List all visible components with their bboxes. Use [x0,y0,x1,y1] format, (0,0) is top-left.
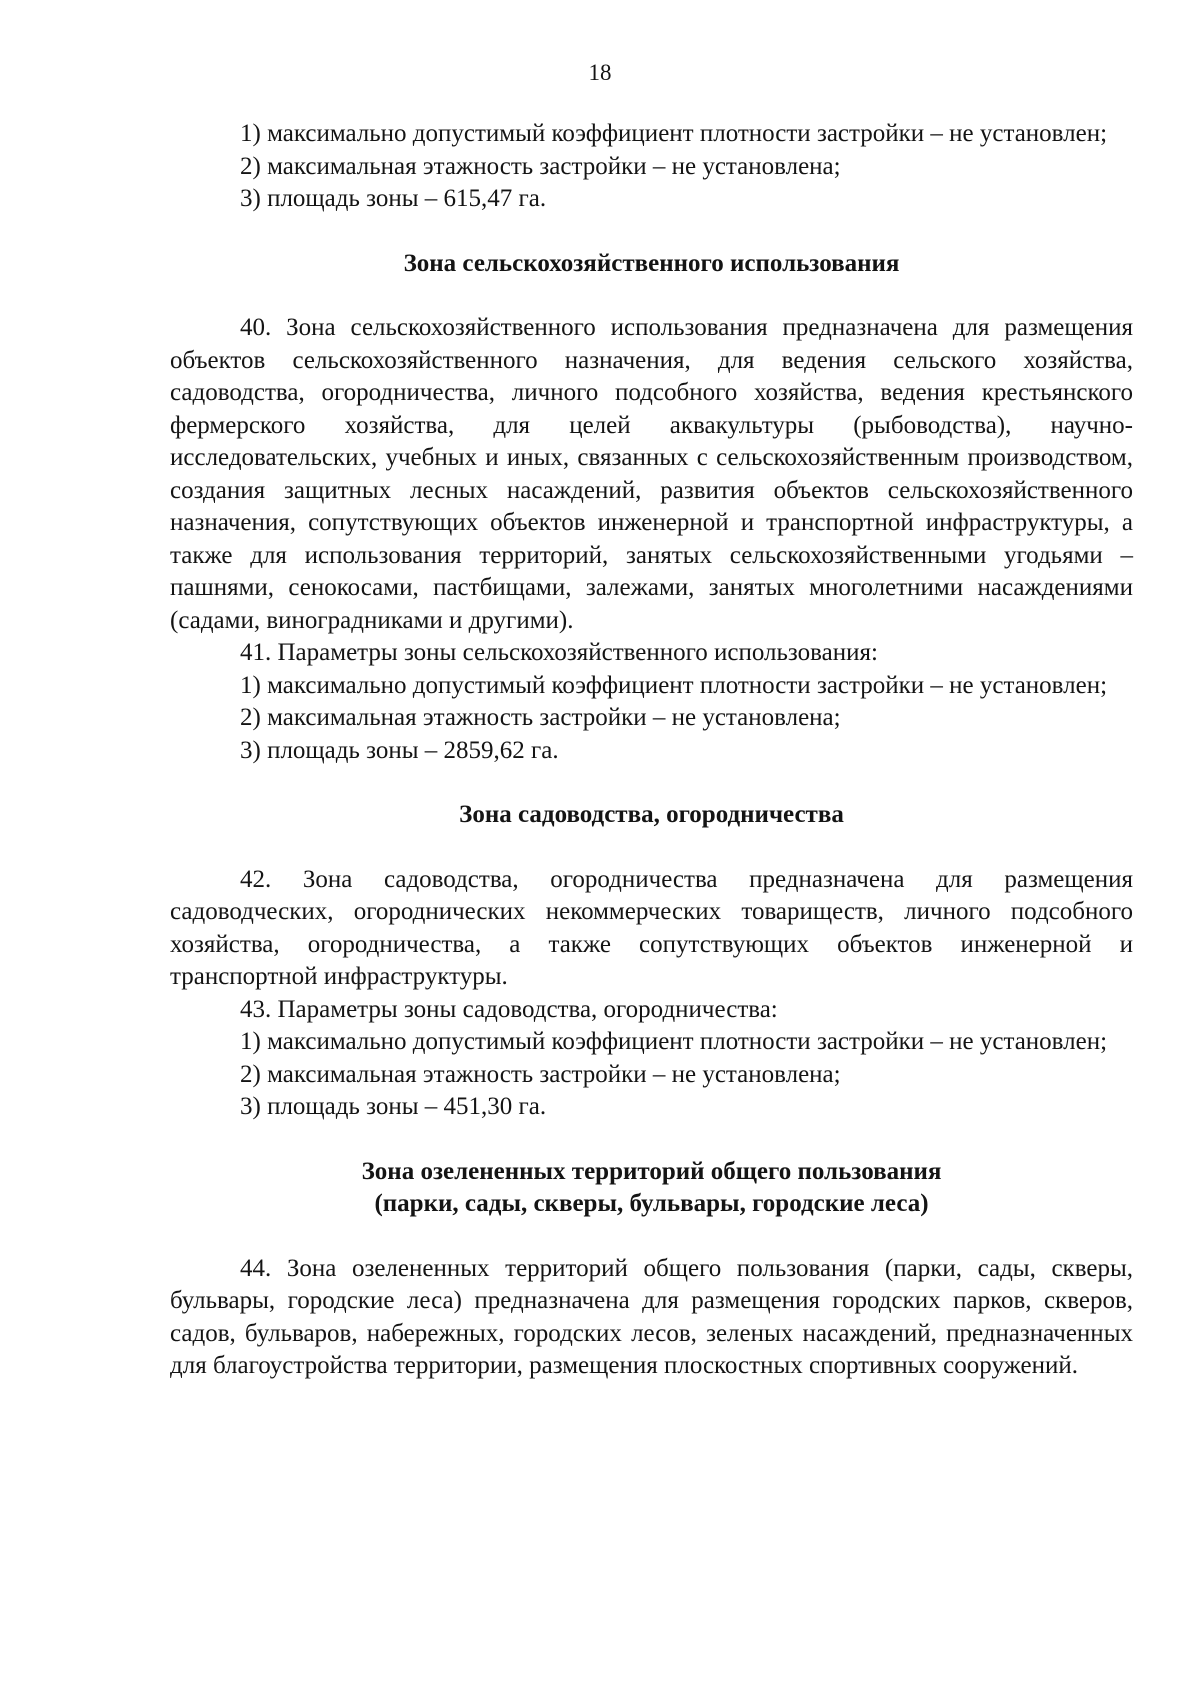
paragraph-43: 43. Параметры зоны садоводства, огородничества: [240,995,778,1023]
section-heading-gardening: Зона садоводства, огородничества [459,801,844,828]
intro-item-1: 1) максимально допустимый коэффициент плотности застройки – не установлен; [240,120,1108,147]
intro-item-3: 3) площадь зоны – 615,47 га. [240,185,547,212]
agri-item-1: 1) максимально допустимый коэффициент плотности застройки – не установлен; [240,671,1108,699]
page-number: 18 [588,60,612,85]
intro-item-2: 2) максимальная этажность застройки – не установлена; [240,152,841,180]
paragraph-44: 44. Зона озелененных территорий общего пользования (парки, сады, скверы, бульвары, городские леса) предназначена для размещения городских парков, скверов, садов, бульваров, набережных, городских лесов, зеленых насаждений, предназначенных для благоустройства территории, размещения плоскостных спортивных сооружений. [170,1254,1133,1379]
section-heading-green-zones: Зона озелененных территорий общего пользования [361,1157,942,1185]
section-heading-green-zones-sub: (парки, сады, скверы, бульвары, городские леса) [374,1190,929,1217]
paragraph-41: 41. Параметры зоны сельскохозяйственного использования: [240,639,878,666]
agri-item-3: 3) площадь зоны – 2859,62 га. [240,736,559,764]
paragraph-42: 42. Зона садоводства, огородничества предназначена для размещения садоводческих, огороднических некоммерческих товариществ, личного подсобного хозяйства, огородничества, а также сопутствующих объектов инженерной и транспортной инфраструктуры. [170,865,1133,990]
agri-item-2: 2) максимальная этажность застройки – не установлена; [240,704,841,731]
section-heading-agriculture: Зона сельскохозяйственного использования [403,249,900,277]
garden-item-3: 3) площадь зоны – 451,30 га. [240,1093,547,1120]
paragraph-40: 40. Зона сельскохозяйственного использования предназначена для размещения объектов сельскохозяйственного назначения, для ведения сельского хозяйства, садоводства, огородничества, личного подсобного хозяйства, ведения крестьянского фермерского хозяйства, для целей аквакультуры (рыбоводства), научно-исследовательских, учебных и иных, связанных с сельскохозяйственным производством, создания защитных лесных насаждений, развития объектов сельскохозяйственного назначения, сопутствующих объектов инженерной и транспортной инфраструктуры, а также для использования территорий, занятых сельскохозяйственными угодьями – пашнями, сенокосами, пастбищами, залежами, занятых многолетними насаждениями (садами, виноградниками и другими). [170,314,1133,634]
document-body [170,118,1133,1383]
garden-item-1: 1) максимально допустимый коэффициент плотности застройки – не установлен; [240,1028,1108,1055]
garden-item-2: 2) максимальная этажность застройки – не установлена; [240,1060,841,1088]
